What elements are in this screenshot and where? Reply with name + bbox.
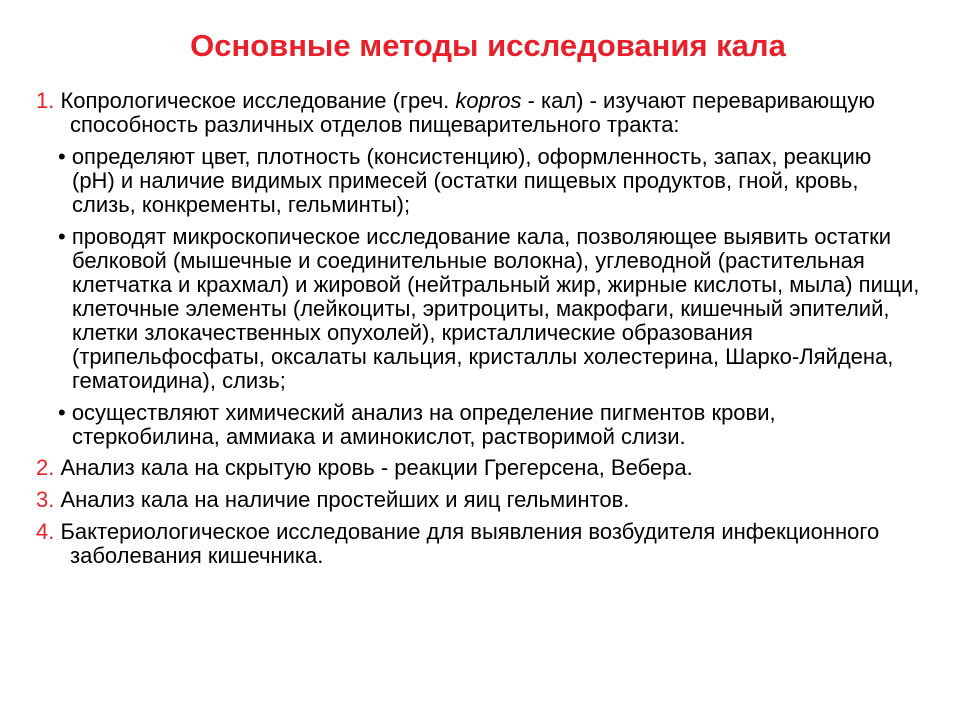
bullet-icon: •: [58, 224, 66, 249]
list-item-3: [36, 488, 920, 512]
item-text: - кал) - изучают переваривающую способность различных отделов пищеварительного тракта:: [70, 88, 875, 137]
item-text: Бактериологическое исследование для выявления возбудителя инфекционного заболевания кишечника.: [54, 519, 880, 568]
content-list: [36, 89, 920, 568]
item-text: Анализ кала на наличие простейших и яиц гельминтов.: [54, 487, 630, 512]
item-italic-term: kopros: [455, 88, 522, 113]
item-text: проводят микроскопическое исследование кала, позволяющее выявить остатки белковой (мышечные и соединительные волокна), углеводной (растительная клетчатка и крахмал) и жировой (нейтральный жир, жирные кислоты, мыла) пищи, клеточные элементы (лейкоциты, эритроциты, макрофаги, кишечный эпителий, клетки злокачественных опухолей), кристаллические образования (трипельфосфаты, оксалаты кальция, кристаллы холестерина, Шарко-Ляйдена, гематоидина), слизь;: [65, 224, 920, 393]
bullet-item-appearance: [36, 145, 920, 217]
bullet-item-chemistry: [36, 401, 920, 449]
item-number: 4.: [36, 519, 55, 544]
bullet-icon: •: [58, 144, 66, 169]
list-item-2: [36, 456, 920, 480]
slide-title: Основные методы исследования кала: [190, 28, 786, 63]
item-number: 3.: [36, 487, 55, 512]
item-number: 1.: [36, 88, 55, 113]
bullet-icon: •: [58, 400, 66, 425]
item-number: 2.: [36, 455, 55, 480]
item-text: осуществляют химический анализ на определение пигментов крови, стеркобилина, аммиака и аминокислот, растворимой слизи.: [65, 400, 776, 449]
item-text: определяют цвет, плотность (консистенцию), оформленность, запах, реакцию (рН) и наличие видимых примесей (остатки пищевых продуктов, гной, кровь, слизь, конкременты, гельминты);: [65, 144, 872, 217]
item-text: Копрологическое исследование (греч.: [54, 88, 456, 113]
bullet-item-microscopy: [36, 225, 920, 393]
list-item-1: [36, 89, 920, 137]
item-text: Анализ кала на скрытую кровь - реакции Грегерсена, Вебера.: [54, 455, 693, 480]
list-item-4: [36, 520, 920, 568]
